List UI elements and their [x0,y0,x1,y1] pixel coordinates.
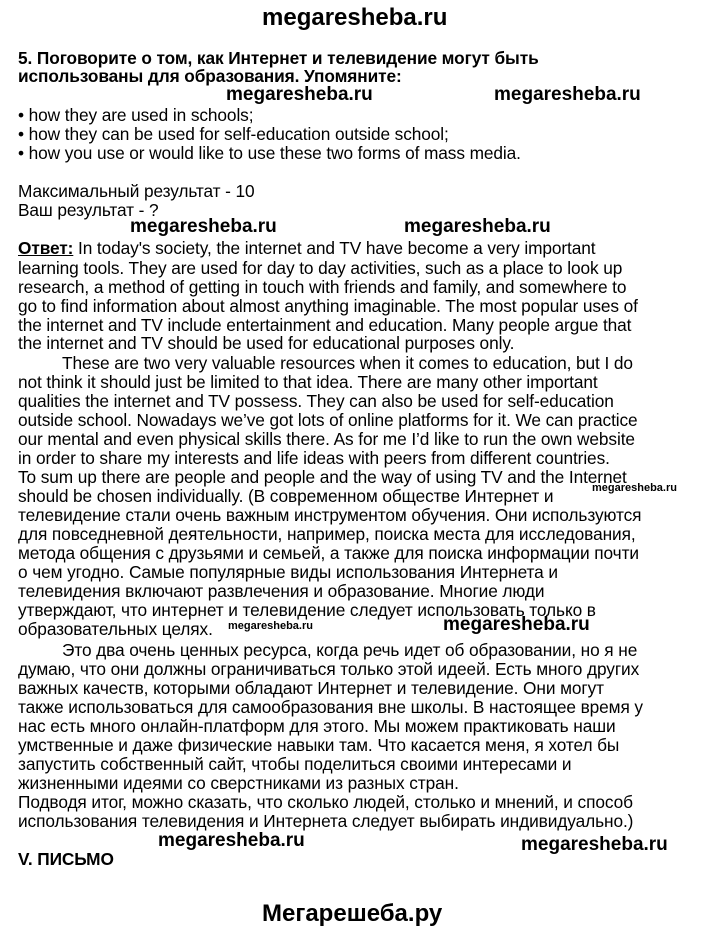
watermark-row3-right: megaresheba.ru [443,614,590,635]
answer-line: the internet and TV include entertainment and education. Many people argue that [18,315,632,335]
answer-label: Ответ: [18,238,74,258]
bullet-item: • how they are used in schools; [18,105,254,125]
answer-line: важных качеств, которыми обладают Интернет и телевидение. Они могут [18,678,604,698]
bullet-item: • how they can be used for self-education outside school; [18,124,449,144]
watermark-row4-right: megaresheba.ru [521,834,668,855]
answer-line [18,239,595,258]
watermark-inline-small-2: megaresheba.ru [228,620,313,632]
answer-line: умственные и даже физические навыки там. Что касается меня, я хотел бы [18,735,620,755]
answer-line: о чем угодно. Самые популярные виды использования Интернета и [18,562,558,582]
answer-line: our mental and even physical skills there. As for me I’d like to run the own website [18,429,635,449]
answer-line: in order to share my interests and life ideas with peers from different countries. [18,448,610,468]
task-heading-line-2: использованы для образования. Упомяните: [18,66,402,86]
answer-line: the internet and TV should be used for educational purposes only. [18,333,515,353]
answer-line: should be chosen individually. (В современном обществе Интернет и [18,486,554,506]
answer-line: образовательных целях. [18,619,213,639]
answer-first-line: In today's society, the internet and TV have become a very important [73,238,596,258]
answer-line: телевидения включают развлечения и образование. Многие люди [18,581,545,601]
answer-line: думаю, что они должны ограничиваться только этой идеей. Есть много других [18,659,640,679]
answer-line: жизненными идеями со сверстниками из разных стран. [18,773,459,793]
answer-line: go to find information about almost anything imaginable. The most popular uses of [18,296,638,316]
answer-line: learning tools. They are used for day to day activities, such as a place to look up [18,258,623,278]
answer-line: research, a method of getting in touch with friends and family, and somewhere to [18,277,627,297]
answer-line: These are two very valuable resources when it comes to education, but I do [62,353,633,373]
bullet-item: • how you use or would like to use these two forms of mass media. [18,143,521,163]
answer-line: для повседневной деятельности, например, поиска места для исследования, [18,524,636,544]
answer-line: запустить собственный сайт, чтобы поделиться своими интересами и [18,754,572,774]
answer-line: not think it should just be limited to that idea. There are many other important [18,372,598,392]
answer-line: нас есть много онлайн-платформ для этого. Мы можем практиковать наши [18,716,616,736]
answer-line: outside school. Nowadays we’ve got lots of online platforms for it. We can practice [18,410,638,430]
footer-watermark: Мегарешеба.ру [262,900,443,927]
answer-line: qualities the internet and TV possess. They can also be used for self-education [18,391,614,411]
watermark-row1-right: megaresheba.ru [494,84,641,105]
watermark-row2-right: megaresheba.ru [404,216,551,237]
watermark-row4-left: megaresheba.ru [158,830,305,851]
answer-line: To sum up there are people and people and the way of using TV and the Internet [18,467,627,487]
answer-line: Подводя итог, можно сказать, что сколько людей, столько и мнений, и способ [18,792,633,812]
your-result: Ваш результат - ? [18,200,159,220]
answer-line: использования телевидения и Интернета следует выбирать индивидуально.) [18,811,634,831]
header-watermark: megaresheba.ru [262,4,448,31]
answer-line: Это два очень ценных ресурса, когда речь идет об образовании, но я не [62,640,638,660]
watermark-inline-small-1: megaresheba.ru [592,482,677,494]
answer-line: телевидение стали очень важным инструментом обучения. Они используются [18,505,642,525]
task-heading-line-1: 5. Поговорите о том, как Интернет и телевидение могут быть [18,48,539,68]
answer-line: также использоваться для самообразования вне школы. В настоящее время у [18,697,643,717]
answer-line: метода общения с друзьями и семьей, а также для поиска информации почти [18,543,639,563]
watermark-row1-left: megaresheba.ru [226,84,373,105]
answer-line: утверждают, что интернет и телевидение следует использовать только в [18,600,596,620]
next-section-heading: V. ПИСЬМО [18,849,114,869]
max-result: Максимальный результат - 10 [18,181,255,201]
watermark-row2-left: megaresheba.ru [130,216,277,237]
